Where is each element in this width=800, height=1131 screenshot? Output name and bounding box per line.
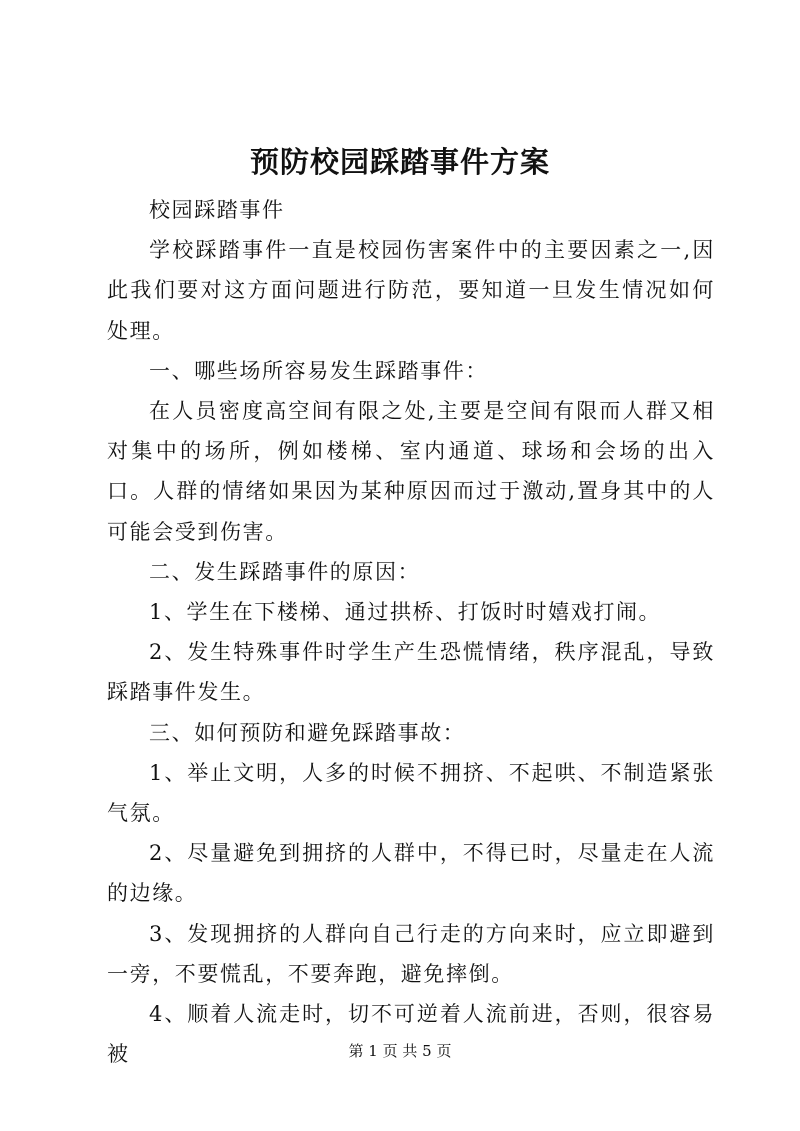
list-item: 2、发生特殊事件时学生产生恐慌情绪，秩序混乱，导致踩踏事件发生。	[107, 640, 715, 705]
list-item: 2、尽量避免到拥挤的人群中，不得已时，尽量走在人流的边缘。	[107, 841, 715, 906]
paragraph: 校园踩踏事件	[149, 198, 285, 222]
list-item: 1、举止文明，人多的时候不拥挤、不起哄、不制造紧张气氛。	[107, 760, 715, 826]
list-item: 1、学生在下楼梯、通过拱桥、打饭时时嬉戏打闹。	[149, 600, 662, 625]
list-item: 3、发现拥挤的人群向自己行走的方向来时，应立即避到一旁，不要慌乱，不要奔跑，避免摔倒。	[107, 921, 715, 986]
section-heading: 二、发生踩踏事件的原因：	[149, 559, 421, 584]
paragraph: 学校踩踏事件一直是校园伤害案件中的主要因素之一,因此我们要对这方面问题进行防范，要知道一旦发生情况如何处理。	[107, 238, 715, 343]
paragraph: 在人员密度高空间有限之处,主要是空间有限而人群又相对集中的场所，例如楼梯、室内通道、球场和会场的出入口。人群的情绪如果因为某种原因而过于激动,置身其中的人可能会受到伤害。	[107, 399, 715, 544]
document-body	[107, 190, 715, 1074]
section-heading: 三、如何预防和避免踩踏事故：	[149, 720, 466, 745]
page-footer: 第 1 页 共 5 页	[348, 1042, 452, 1060]
list-item: 4、顺着人流走时，切不可逆着人流前进，否则，很容易被	[107, 1002, 715, 1067]
section-heading: 一、哪些场所容易发生踩踏事件：	[149, 358, 488, 383]
document-title: 预防校园踩踏事件方案	[249, 145, 550, 179]
